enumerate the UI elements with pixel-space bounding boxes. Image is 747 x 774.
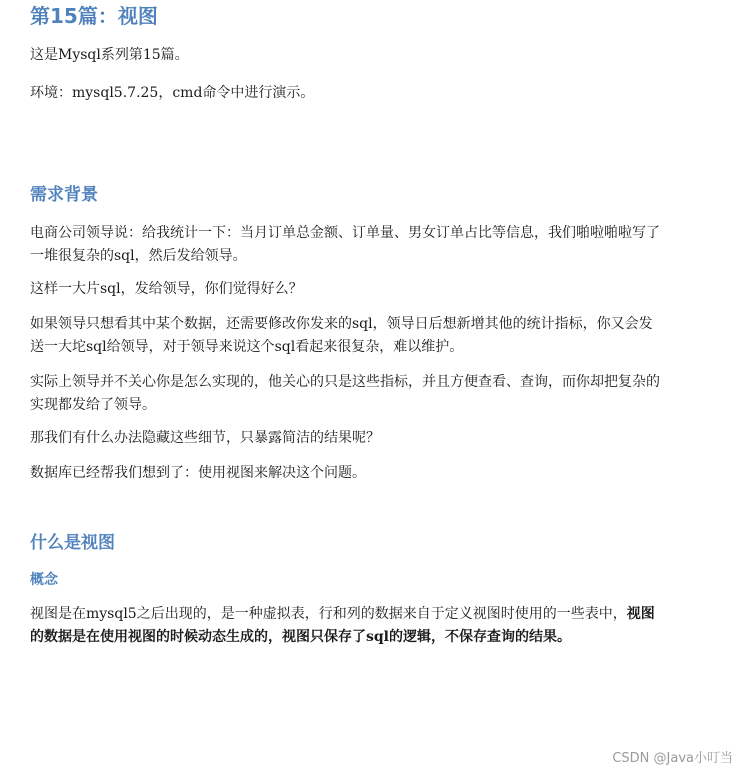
intro-line-1: 这是Mysql系列第15篇。 <box>30 47 189 63</box>
section-heading-background: 需求背景 <box>30 185 98 205</box>
background-paragraph: 如果领导只想看其中某个数据，还需要修改你发来的sql，领导日后想新增其他的统计指标，你又会发送一大坨sql给领导，对于领导来说这个sql看起来很复杂，难以维护。 <box>30 316 653 355</box>
background-paragraph: 电商公司领导说：给我统计一下：当月订单总金额、订单量、男女订单占比等信息，我们啪啦啪啦写了一堆很复杂的sql，然后发给领导。 <box>30 225 660 264</box>
concept-text-normal: 视图是在mysql5之后出现的，是一种虚拟表，行和列的数据来自于定义视图时使用的一些表中， <box>30 606 627 622</box>
page-title: 第15篇：视图 <box>30 4 158 28</box>
background-paragraph: 这样一大片sql，发给领导，你们觉得好么？ <box>30 281 303 297</box>
concept-paragraph <box>30 603 660 649</box>
watermark: CSDN @Java小叮当 <box>612 751 733 766</box>
background-paragraph: 实际上领导并不关心你是怎么实现的，他关心的只是这些指标，并且方便查看、查询，而你却把复杂的实现都发给了领导。 <box>30 374 660 413</box>
intro-line-2: 环境：mysql5.7.25，cmd命令中进行演示。 <box>30 85 315 101</box>
background-paragraph: 那我们有什么办法隐藏这些细节，只暴露简洁的结果呢？ <box>30 430 380 446</box>
background-paragraph: 数据库已经帮我们想到了：使用视图来解决这个问题。 <box>30 465 366 481</box>
section-heading-what-is-view: 什么是视图 <box>30 533 115 553</box>
subheading-concept: 概念 <box>30 572 58 588</box>
concept-text-bold: 视图的数据是在使用视图的时候动态生成的，视图只保存了sql的逻辑，不保存查询的结果。 <box>30 606 655 645</box>
